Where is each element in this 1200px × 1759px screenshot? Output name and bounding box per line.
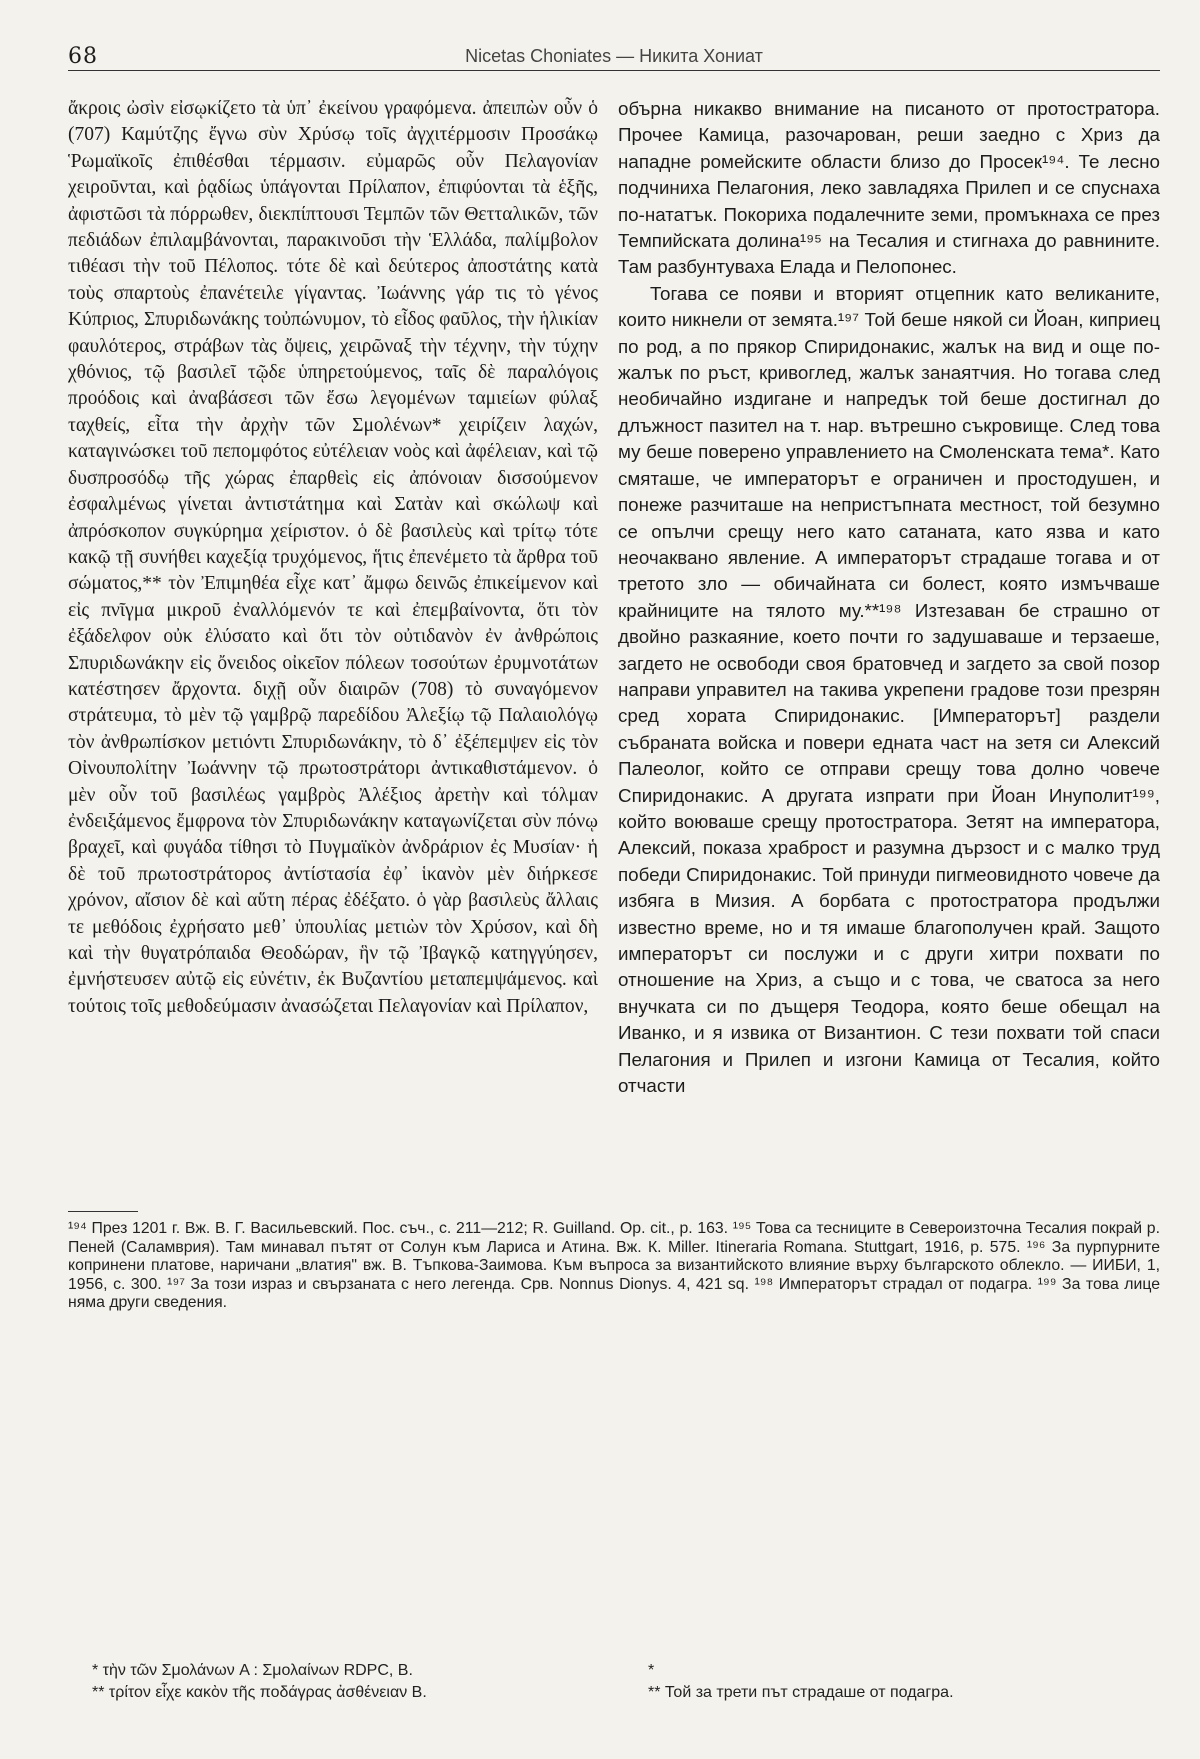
textual-variants xyxy=(68,1660,1160,1740)
bulgarian-text-column xyxy=(618,96,1160,1198)
footnote-divider xyxy=(68,1211,138,1212)
greek-variant-1: * τὴν τῶν Σμολάνων A : Σμολαίνων RDPC, B. xyxy=(92,1662,413,1679)
greek-text-column xyxy=(68,96,598,1198)
bulgarian-variant-1: * xyxy=(648,1662,655,1679)
bulgarian-variant-2: ** Той за трети път страдаше от подагра. xyxy=(648,1684,954,1701)
bulgarian-variants xyxy=(648,1660,1148,1704)
greek-variant-2: ** τρίτον εἶχε κακὸν τῆς ποδάγρας ἀσθένειαν B. xyxy=(92,1684,427,1701)
running-title: Nicetas Choniates — Никита Хониат xyxy=(465,46,763,66)
page-header xyxy=(68,40,1160,71)
greek-variants xyxy=(92,1660,612,1704)
footnotes xyxy=(68,1220,1160,1460)
footnote-text: ¹⁹⁴ През 1201 г. Вж. В. Г. Васильевский. Пос. съч., с. 211—212; R. Guilland. Op. cit., p. 163. ¹⁹⁵ Това са тесниците в Североизточна Тесалия покрай р. Пеней (Саламврия). Там минавал пътят от Солун към Лариса и Атина. Вж. К. Miller. Itineraria Romana. Stuttgart, 1916, p. 575. ¹⁹⁶ За пурпурните копринени платове, наричани „влатия" вж. В. Тъпкова-Заимова. Към въпроса за византийското влияние върху българското облекло. — ИИБИ, 1, 1956, с. 300. ¹⁹⁷ За този израз и свързаната с него легенда. Срв. Nonnus Dionys. 4, 421 sq. ¹⁹⁸ Императорът страдал от подагра. ¹⁹⁹ За това лице няма други сведения. xyxy=(68,1220,1160,1312)
page-number: 68 xyxy=(68,44,98,69)
greek-paragraph: ἄκροις ὠσὶν εἰσῳκίζετο τὰ ὑπ᾿ ἐκείνου γραφόμενα. ἀπειπὼν οὖν ὁ (707) Καμύτζης ἔγνω σὺν Χρύσῳ τοῖς ἀγχιτέρμοσιν Προσάκῳ Ῥωμαϊκοῖς ἐπιθέσθαι τέρμασιν. εὐμαρῶς οὖν Πελαγονίαν χειροῦνται, καὶ ῥᾳδίως ὑπάγονται Πρίλαπον, ἐπιφύονται τὰ ἑξῆς, ἀφιστῶσι τὰ πόρρωθεν, διεκπίπτουσι Τεμπῶν τῶν Θετταλικῶν, τῶν πεδιάδων ἐπιλαμβάνονται, παρακινοῦσι τὴν Ἑλλάδα, παλίμβολον τιθέασι τὴν τοῦ Πέλοπος. τότε δὲ καὶ δεύτερος ἀποστάτης κατὰ τοὺς σπαρτοὺς ἐπανέτειλε γίγαντας. Ἰωάννης γάρ τις τὸ γένος Κύπριος, Σπυριδωνάκης τοὐπώνυμον, τὸ εἶδος φαῦλος, τὴν ἡλικίαν φαυλότερος, στράβων τὰς ὄψεις, χειρῶναξ τὴν τέχνην, τὴν τύχην χθόνιος, τῷ βασιλεῖ τῷδε ὑπηρετούμενος, ταῖς δὲ παραλόγοις προόδοις καὶ ἀναβάσεσι τῶν ἔσω λεγομένων ταμιείων φύλαξ ταχθείς, εἶτα τὴν ἀρχὴν τῶν Σμολένων* χειρίζειν λαχών, καταγινώσκει τοῦ πεπομφότος εὐτέλειαν νοὸς καὶ ἀφέλειαν, καὶ τῷ δυσπροσόδῳ τῆς χώρας ἐπαρθεὶς εἰς ἀπόνοιαν δισσούμενον ἐσφαλμένως γίνεται ἀντιστάτημα καὶ Σατὰν καὶ σκώλωψ καὶ ἀπρόσκοπον συγκύρημα χείριστον. ὁ δὲ βασιλεὺς καὶ τρίτῳ τότε κακῷ τῇ συνήθει καχεξίᾳ τρυχόμενος, ἥτις ἐπενέμετο τὰ ἄρθρα τοῦ σώματος,** τὸν Ἐπιμηθέα εἶχε κατ᾿ ἄμφω δεινῶς ἐπικείμενον καὶ εἰς πνῖγμα μικροῦ ἐναλλόμενόν τε καὶ ἐπεμβαίνοντα, ὅτι τὸν ἐξάδελφον οὐκ ἐλύσατο καὶ ὅτι τὸν οὐτιδανὸν ἐν ἀνθρώποις Σπυριδωνάκην εἰς ὄνειδος οἰκεῖον πόλεων τοσούτων ἐρυμνοτάτων κατέστησεν ἄρχοντα. διχῇ οὖν διαιρῶν (708) τὸ συναγόμενον στράτευμα, τὸ μὲν τῷ γαμβρῷ παρεδίδου Ἀλεξίῳ τῷ Παλαιολόγῳ τὸν ἀνθρωπίσκον μετιόντι Σπυριδωνάκην, τὸ δ᾿ ἐξέπεμψεν εἰς τὸν Οἰνουπολίτην Ἰωάννην τῷ πρωτοστράτορι ἀντικαθιστάμενον. ὁ μὲν οὖν τοῦ βασιλέως γαμβρὸς Ἀλέξιος ἀρετὴν καὶ τόλμαν ἐνδειξάμενος ἔμφρονα τὸν Σπυριδωνάκην καταγωνίζεται σὺν πόνῳ βραχεῖ, καὶ φυγάδα τίθησι τὸ Πυγμαϊκὸν ἀνδράριον ἐς Μυσίαν· ἡ δὲ τοῦ πρωτοστράτορος ἀντίστασία ἐφ᾿ ἱκανὸν μὲν διήρκεσε χρόνον, αἴσιον δὲ καὶ αὕτη πέρας ἐδέξατο. ὁ γὰρ βασιλεὺς ἄλλαις τε μεθόδοις ἐχρήσατο μεθ᾿ ὑπουλίας μετιὼν τὸν Χρύσον, καὶ δὴ καὶ τὴν θυγατρόπαιδα Θεοδώραν, ἣν τῷ Ἰβαγκῷ κατηγγύησεν, ἐμνήστευσεν αὐτῷ εἰς εὐνέτιν, ἐκ Βυζαντίου μεταπεμψάμενος. καὶ τούτοις τοῖς μεθοδεύμασιν ἀνασώζεται Πελαγονίαν καὶ Πρίλαπον, xyxy=(68,98,598,1017)
bulgarian-paragraph-2: Тогава се появи и вторият отцепник като великаните, които никнели от земята.¹⁹⁷ Той беше някой си Йоан, киприец по род, а по прякор Спиридонакис, жалък на вид и още по-жалък по ръст, кривоглед, жалък занаятчия. Но тогава след необичайно издигане и напредък той беше достигнал до длъжност пазител на т. нар. вътрешно съкровище. След това му беше поверено управлението на Смоленската тема*. Като смяташе, че императорът е ограничен и простодушен, и понеже разчиташе на непристъпната местност, той безумно се опълчи срещу него като сатаната, като язва и като неочаквано явление. А императорът страдаше тогава и от третото зло — обичайната си болест, която измъчваше крайниците на тялото му.**¹⁹⁸ Изтезаван бе страшно от двойно разкаяние, което почти го задушаваше и терзаеше, загдето не освободи своя братовчед и загдето за свой позор направи управител на такива укрепени градове този презрян сред хората Спиридонакис. [Императорът] раздели събраната войска и повери едната част на зетя си Алексий Палеолог, който се отправи срещу това долно човече Спиридонакис. А другата изпрати при Йоан Инуполит¹⁹⁹, който воюваше срещу протостратора. Зетят на императора, Алексий, показа храброст и разумна дързост и с малко труд победи Спиридонакис. Той принуди пигмеовидното човече да избяга в Мизия. А борбата с протостратора продължи известно време, но и тя имаше благополучен край. Защото императорът си послужи и с други хитри похвати по отношение на Хриз, а също и с това, че сватоса за него внучката си по дъщеря Теодора, която беше обещал на Иванко, и я извика от Византион. С тези похвати той спаси Пелагония и Прилеп и изгони Камица от Тесалия, който отчасти xyxy=(618,282,1160,1097)
bulgarian-paragraph-1: обърна никакво внимание на писаното от протостратора. Прочее Камица, разочарован, реши заедно с Хриз да нападне ромейските области близо до Просек¹⁹⁴. Те лесно подчиниха Пелагония, леко завладяха Прилеп и се спуснаха по-нататък. Покориха подалечните земи, промъкнаха се през Темпийската долина¹⁹⁵ на Тесалия и стигнаха до равнините. Там разбунтуваха Елада и Пелопонес. xyxy=(618,98,1160,278)
